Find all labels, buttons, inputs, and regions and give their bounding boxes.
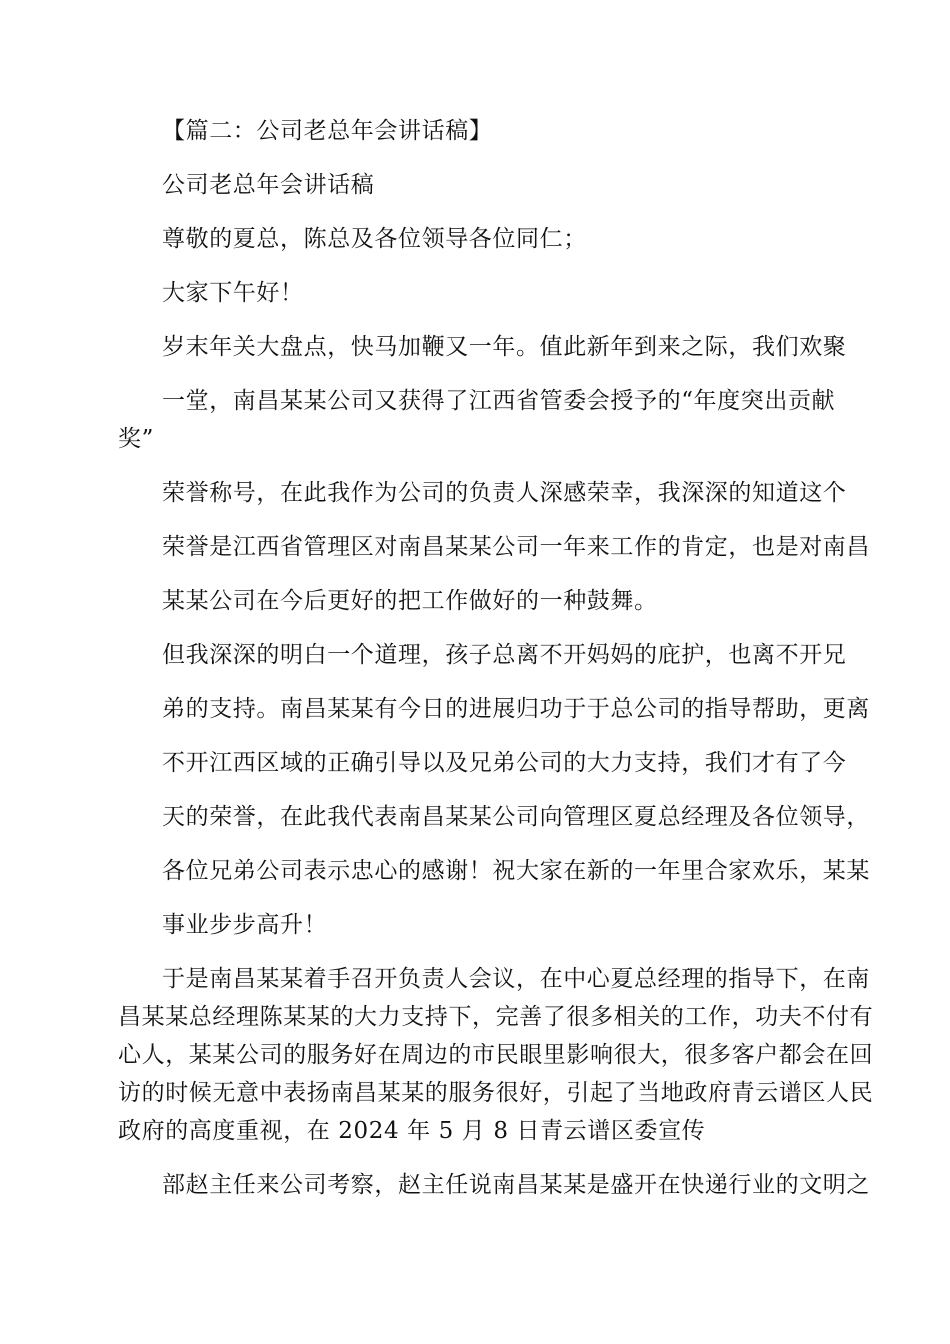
paragraph-line: 荣誉是江西省管理区对南昌某某公司一年来工作的肯定，也是对南昌 (162, 534, 870, 560)
paragraph-line: 弟的支持。南昌某某有今日的进展归功于于总公司的指导帮助，更离 (162, 696, 870, 722)
paragraph-line: 奖” (118, 426, 154, 452)
paragraph-line: 访的时候无意中表扬南昌某某的服务很好，引起了当地政府青云谱区人民 (118, 1080, 874, 1106)
paragraph-line: 政府的高度重视，在 2024 年 5 月 8 日青云谱区委宣传 (118, 1118, 706, 1144)
paragraph-line: 昌某某总经理陈某某的大力支持下，完善了很多相关的工作，功夫不付有 (118, 1004, 874, 1030)
paragraph-line: 各位兄弟公司表示忠心的感谢！祝大家在新的一年里合家欢乐，某某 (162, 858, 870, 884)
paragraph-line: 部赵主任来公司考察，赵主任说南昌某某是盛开在快递行业的文明之 (162, 1172, 870, 1198)
paragraph-line: 但我深深的明白一个道理，孩子总离不开妈妈的庇护，也离不开兄 (162, 642, 847, 668)
paragraph-line: 天的荣誉，在此我代表南昌某某公司向管理区夏总经理及各位领导， (162, 804, 870, 830)
paragraph-line: 某某公司在今后更好的把工作做好的一种鼓舞。 (162, 588, 658, 614)
document-title: 公司老总年会讲话稿 (162, 172, 375, 198)
paragraph-line: 于是南昌某某着手召开负责人会议，在中心夏总经理的指导下，在南 (162, 966, 870, 992)
paragraph-line: 心人，某某公司的服务好在周边的市民眼里影响很大，很多客户都会在回 (118, 1042, 874, 1068)
paragraph-line: 荣誉称号，在此我作为公司的负责人深感荣幸，我深深的知道这个 (162, 480, 847, 506)
paragraph-line: 事业步步高升！ (162, 912, 328, 938)
paragraph-line: 不开江西区域的正确引导以及兄弟公司的大力支持，我们才有了今 (162, 750, 847, 776)
paragraph-line: 岁末年关大盘点，快马加鞭又一年。值此新年到来之际，我们欢聚 (162, 334, 847, 360)
paragraph-line: 一堂，南昌某某公司又获得了江西省管委会授予的“年度突出贡献 (162, 388, 836, 414)
greeting: 大家下午好！ (162, 280, 304, 306)
section-heading: 【篇二：公司老总年会讲话稿】 (162, 118, 493, 144)
salutation: 尊敬的夏总，陈总及各位领导各位同仁； (162, 226, 587, 252)
